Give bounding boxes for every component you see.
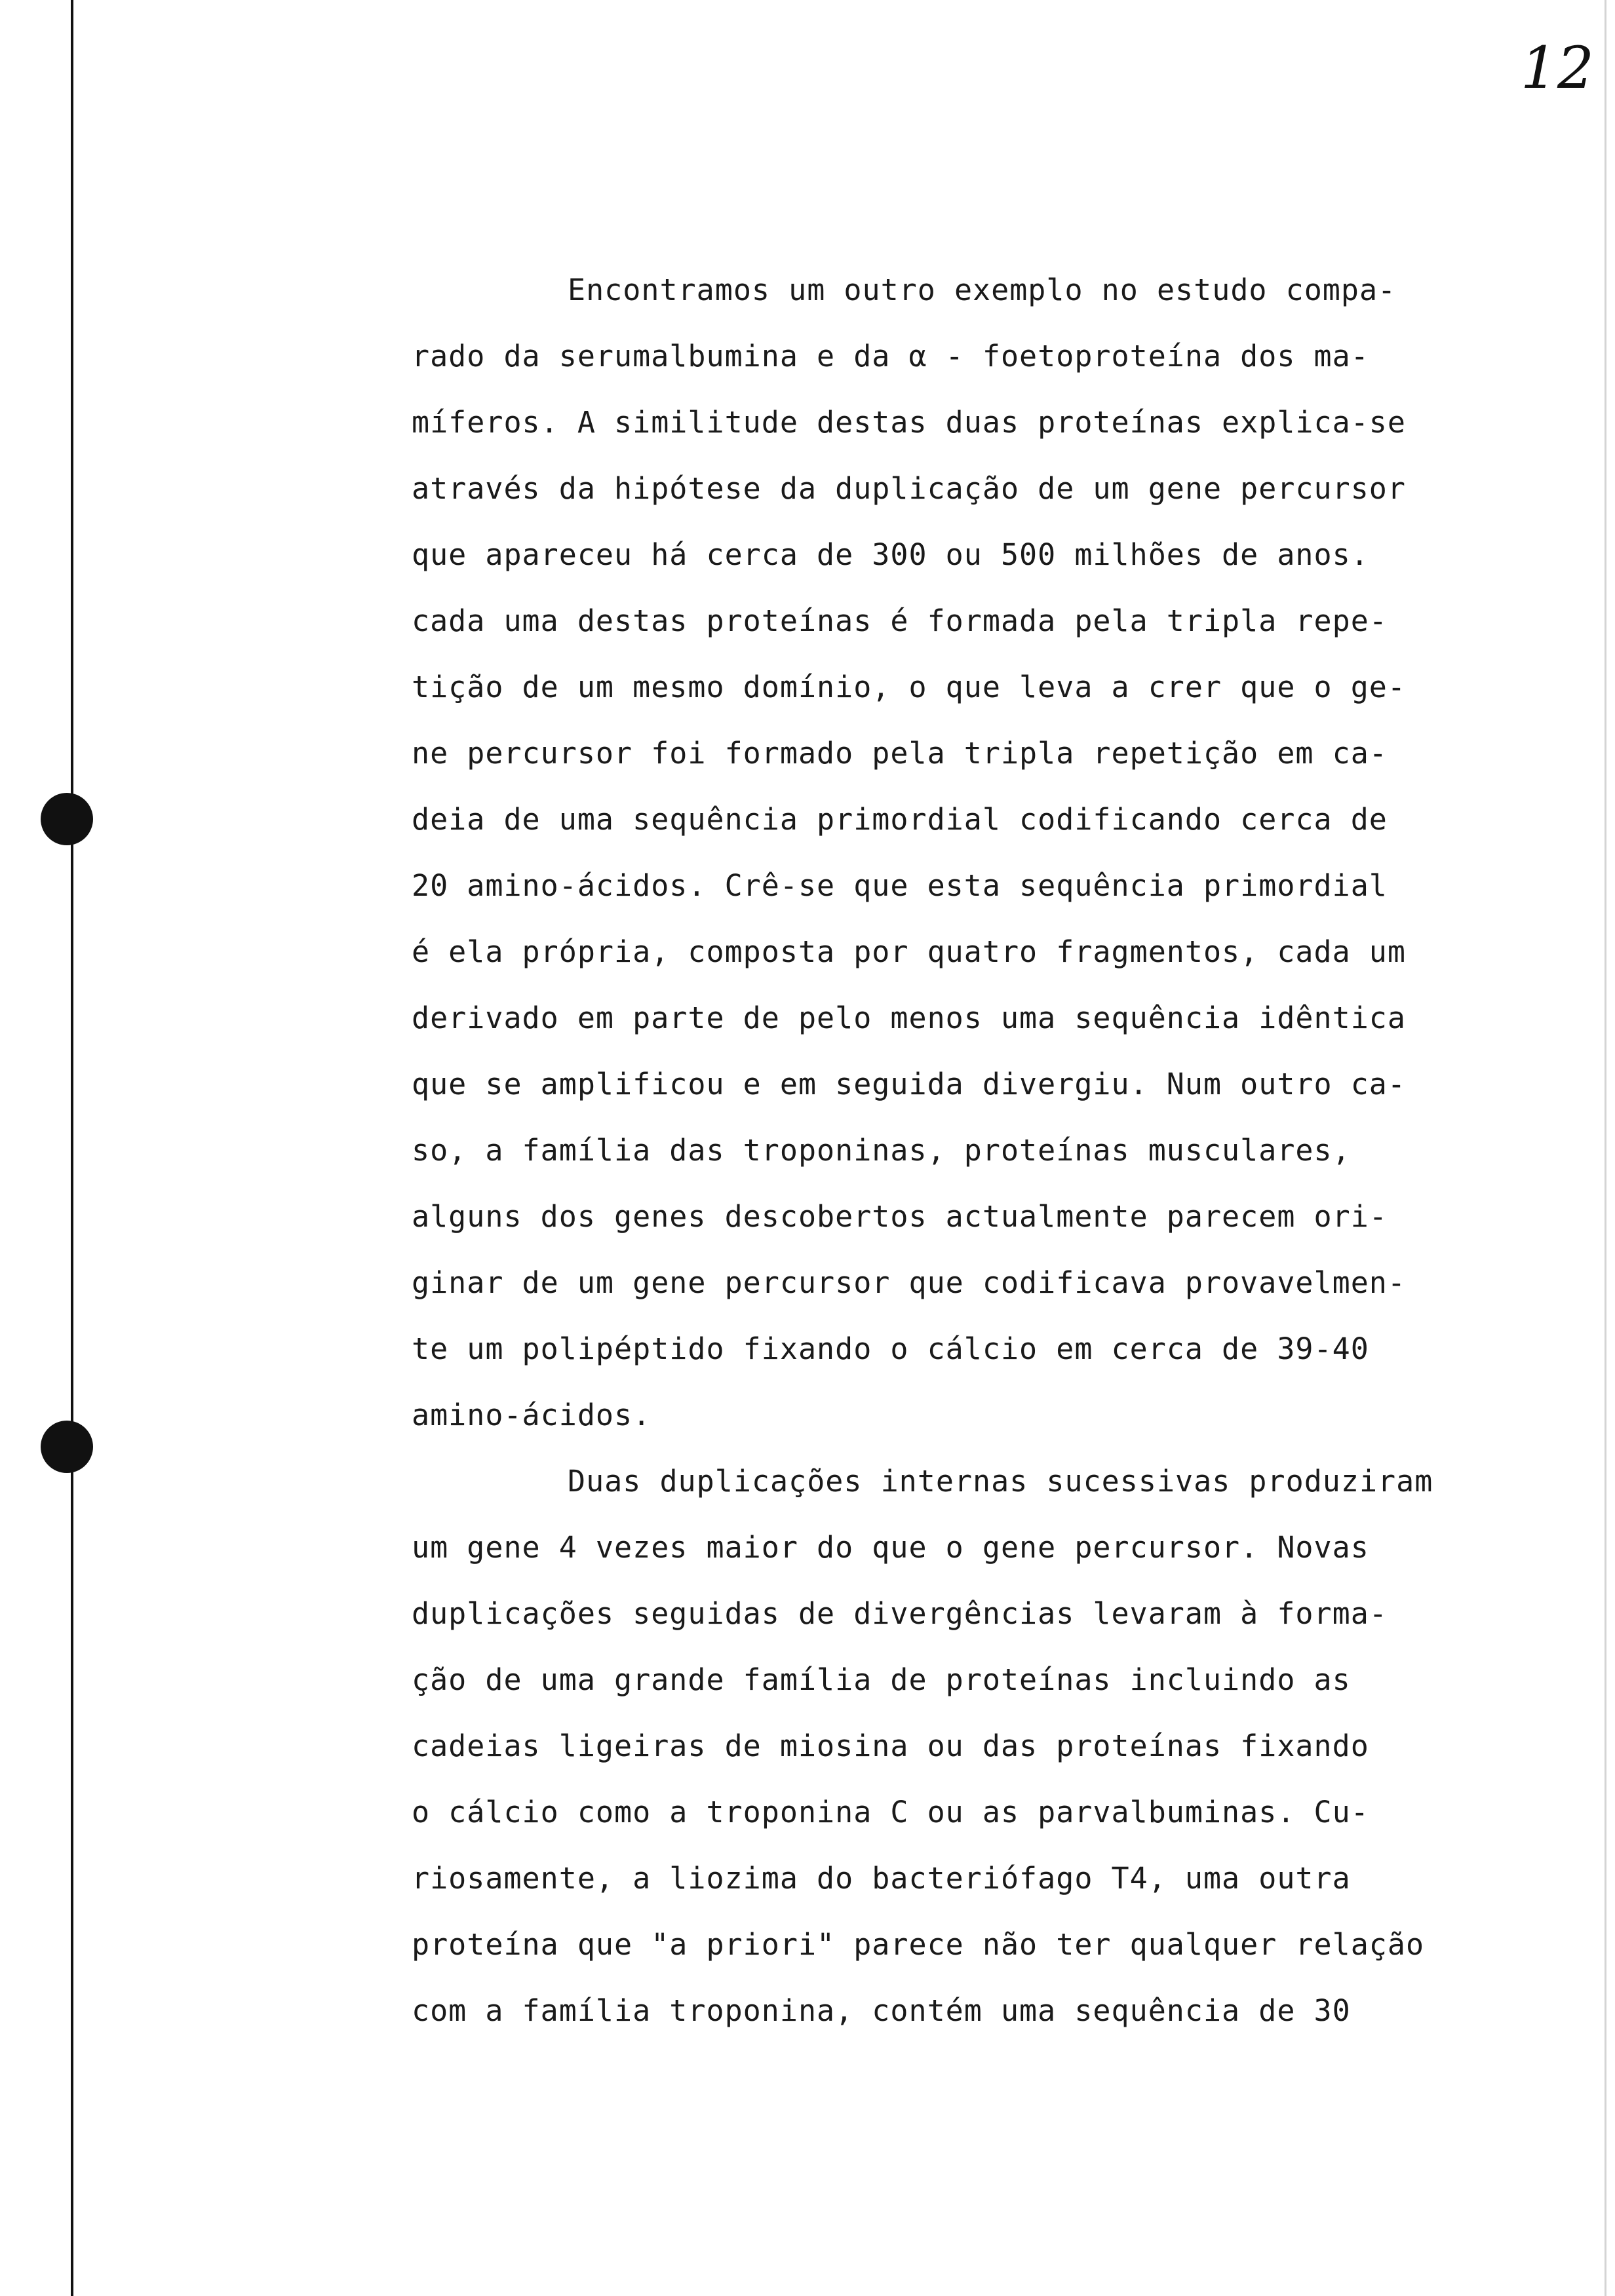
page-edge xyxy=(1605,0,1606,2296)
paragraph-line: um gene 4 vezes maior do que o gene percursor. Novas xyxy=(412,1530,1369,1565)
punch-hole xyxy=(41,793,93,845)
paragraph-line: ne percursor foi formado pela tripla repetição em ca- xyxy=(412,736,1388,771)
paragraph-line: cada uma destas proteínas é formada pela tripla repe- xyxy=(412,603,1388,638)
paragraph-line: que apareceu há cerca de 300 ou 500 milhões de anos. xyxy=(412,537,1369,572)
paragraph-line: te um polipéptido fixando o cálcio em cerca de 39-40 xyxy=(412,1331,1369,1366)
paragraph-line: derivado em parte de pelo menos uma sequência idêntica xyxy=(412,1001,1406,1035)
paragraph-line: míferos. A similitude destas duas proteínas explica-se xyxy=(412,405,1406,440)
paragraph-line: com a família troponina, contém uma sequência de 30 xyxy=(412,1993,1351,2028)
punch-hole xyxy=(41,1421,93,1473)
paragraph-line: o cálcio como a troponina C ou as parvalbuminas. Cu- xyxy=(412,1795,1369,1829)
paragraph-line: Duas duplicações internas sucessivas produziram xyxy=(568,1464,1433,1499)
paragraph-line: proteína que "a priori" parece não ter qualquer relação xyxy=(412,1927,1425,1962)
page-number: 12 xyxy=(1521,34,1594,102)
paragraph-line: cadeias ligeiras de miosina ou das proteínas fixando xyxy=(412,1729,1369,1763)
paragraph-line: amino-ácidos. xyxy=(412,1398,652,1432)
paragraph-line: que se amplificou e em seguida divergiu. Num outro ca- xyxy=(412,1067,1406,1101)
paragraph-line: através da hipótese da duplicação de um gene percursor xyxy=(412,471,1406,506)
binding-margin-line xyxy=(71,0,73,2296)
paragraph-line: so, a família das troponinas, proteínas musculares, xyxy=(412,1133,1351,1168)
paragraph-line: duplicações seguidas de divergências levaram à forma- xyxy=(412,1596,1388,1631)
paragraph-line: deia de uma sequência primordial codificando cerca de xyxy=(412,802,1388,837)
paragraph-line: ção de uma grande família de proteínas incluindo as xyxy=(412,1662,1351,1697)
paragraph-line: alguns dos genes descobertos actualmente parecem ori- xyxy=(412,1199,1388,1234)
paragraph-line: riosamente, a liozima do bacteriófago T4, uma outra xyxy=(412,1861,1351,1896)
paragraph-line: rado da serumalbumina e da α - foetoproteína dos ma- xyxy=(412,339,1369,373)
paragraph-line: é ela própria, composta por quatro fragmentos, cada um xyxy=(412,934,1406,969)
paragraph-line: ginar de um gene percursor que codificava provavelmen- xyxy=(412,1265,1406,1300)
paragraph-line: tição de um mesmo domínio, o que leva a crer que o ge- xyxy=(412,670,1406,704)
paragraph-line: Encontramos um outro exemplo no estudo compa- xyxy=(568,273,1397,307)
body-text xyxy=(412,257,1480,2044)
paragraph-line: 20 amino-ácidos. Crê-se que esta sequência primordial xyxy=(412,868,1388,903)
